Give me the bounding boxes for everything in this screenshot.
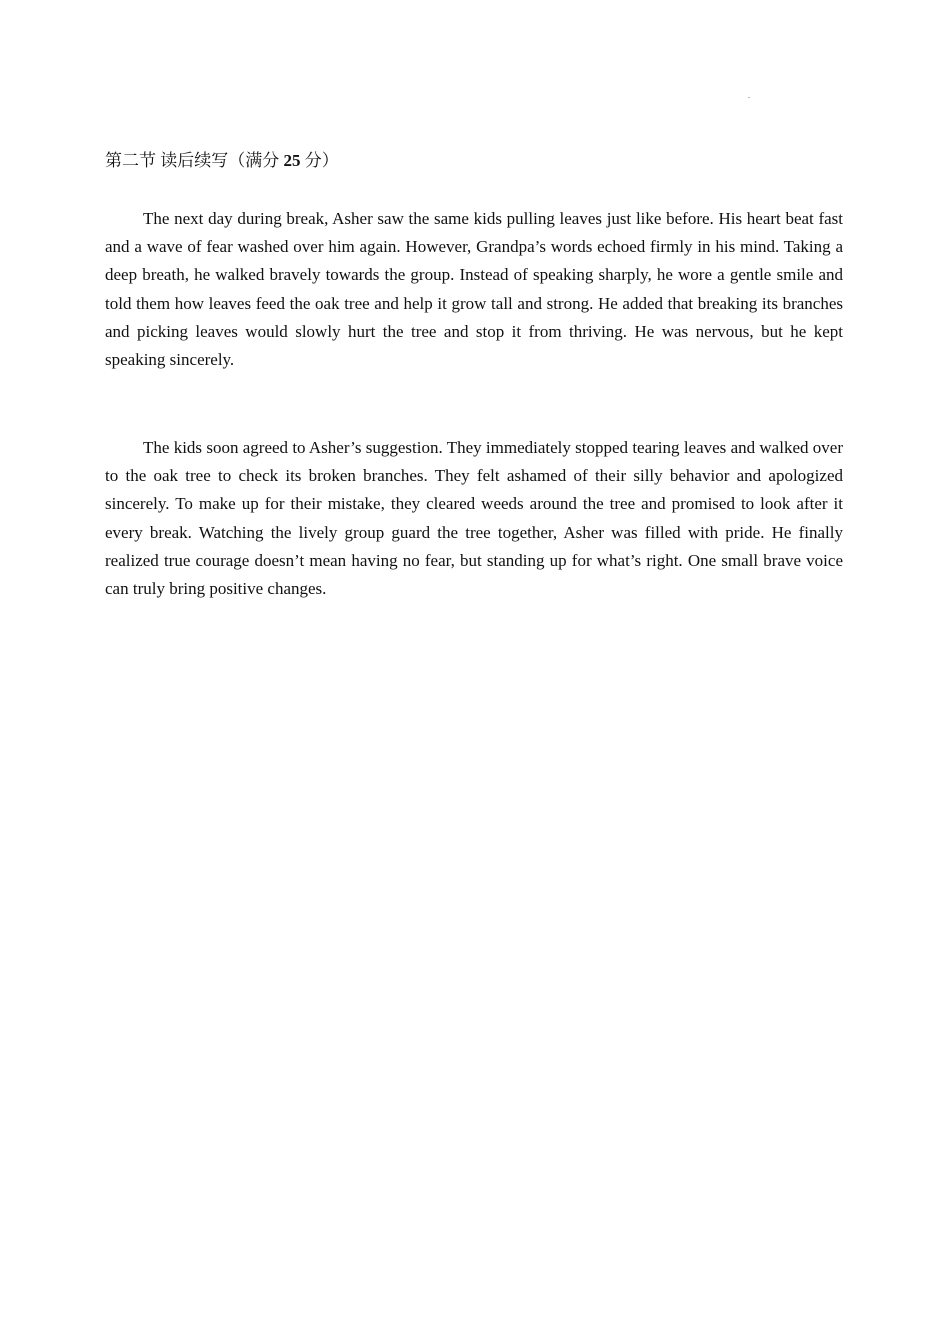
section-label: 第二节 读后续写（满分 xyxy=(105,151,284,170)
section-title xyxy=(105,149,339,173)
page-mark xyxy=(748,97,750,98)
paragraph-2: The kids soon agreed to Asher’s suggestion. They immediately stopped tearing leaves and walked over to the oak tree to check its broken branches. They felt ashamed of their silly behavior and apologized sincerely. To make up for their mistake, they cleared weeds around the tree and promised to look after it every break. Watching the lively group guard the tree together, Asher was filled with pride. He finally realized true courage doesn’t mean having no fear, but standing up for what’s right. One small brave voice can truly bring positive changes. xyxy=(105,438,843,599)
section-score: 25 xyxy=(283,151,301,170)
paragraph-1: The next day during break, Asher saw the same kids pulling leaves just like before. His heart beat fast and a wave of fear washed over him again. However, Grandpa’s words echoed firmly in his mind. Taking a deep breath, he walked bravely towards the group. Instead of speaking sharply, he wore a gentle smile and told them how leaves feed the oak tree and help it grow tall and strong. He added that breaking its branches and picking leaves would slowly hurt the tree and stop it from thriving. He was nervous, but he kept speaking sincerely. xyxy=(105,209,843,370)
section-suffix: 分） xyxy=(300,151,339,170)
